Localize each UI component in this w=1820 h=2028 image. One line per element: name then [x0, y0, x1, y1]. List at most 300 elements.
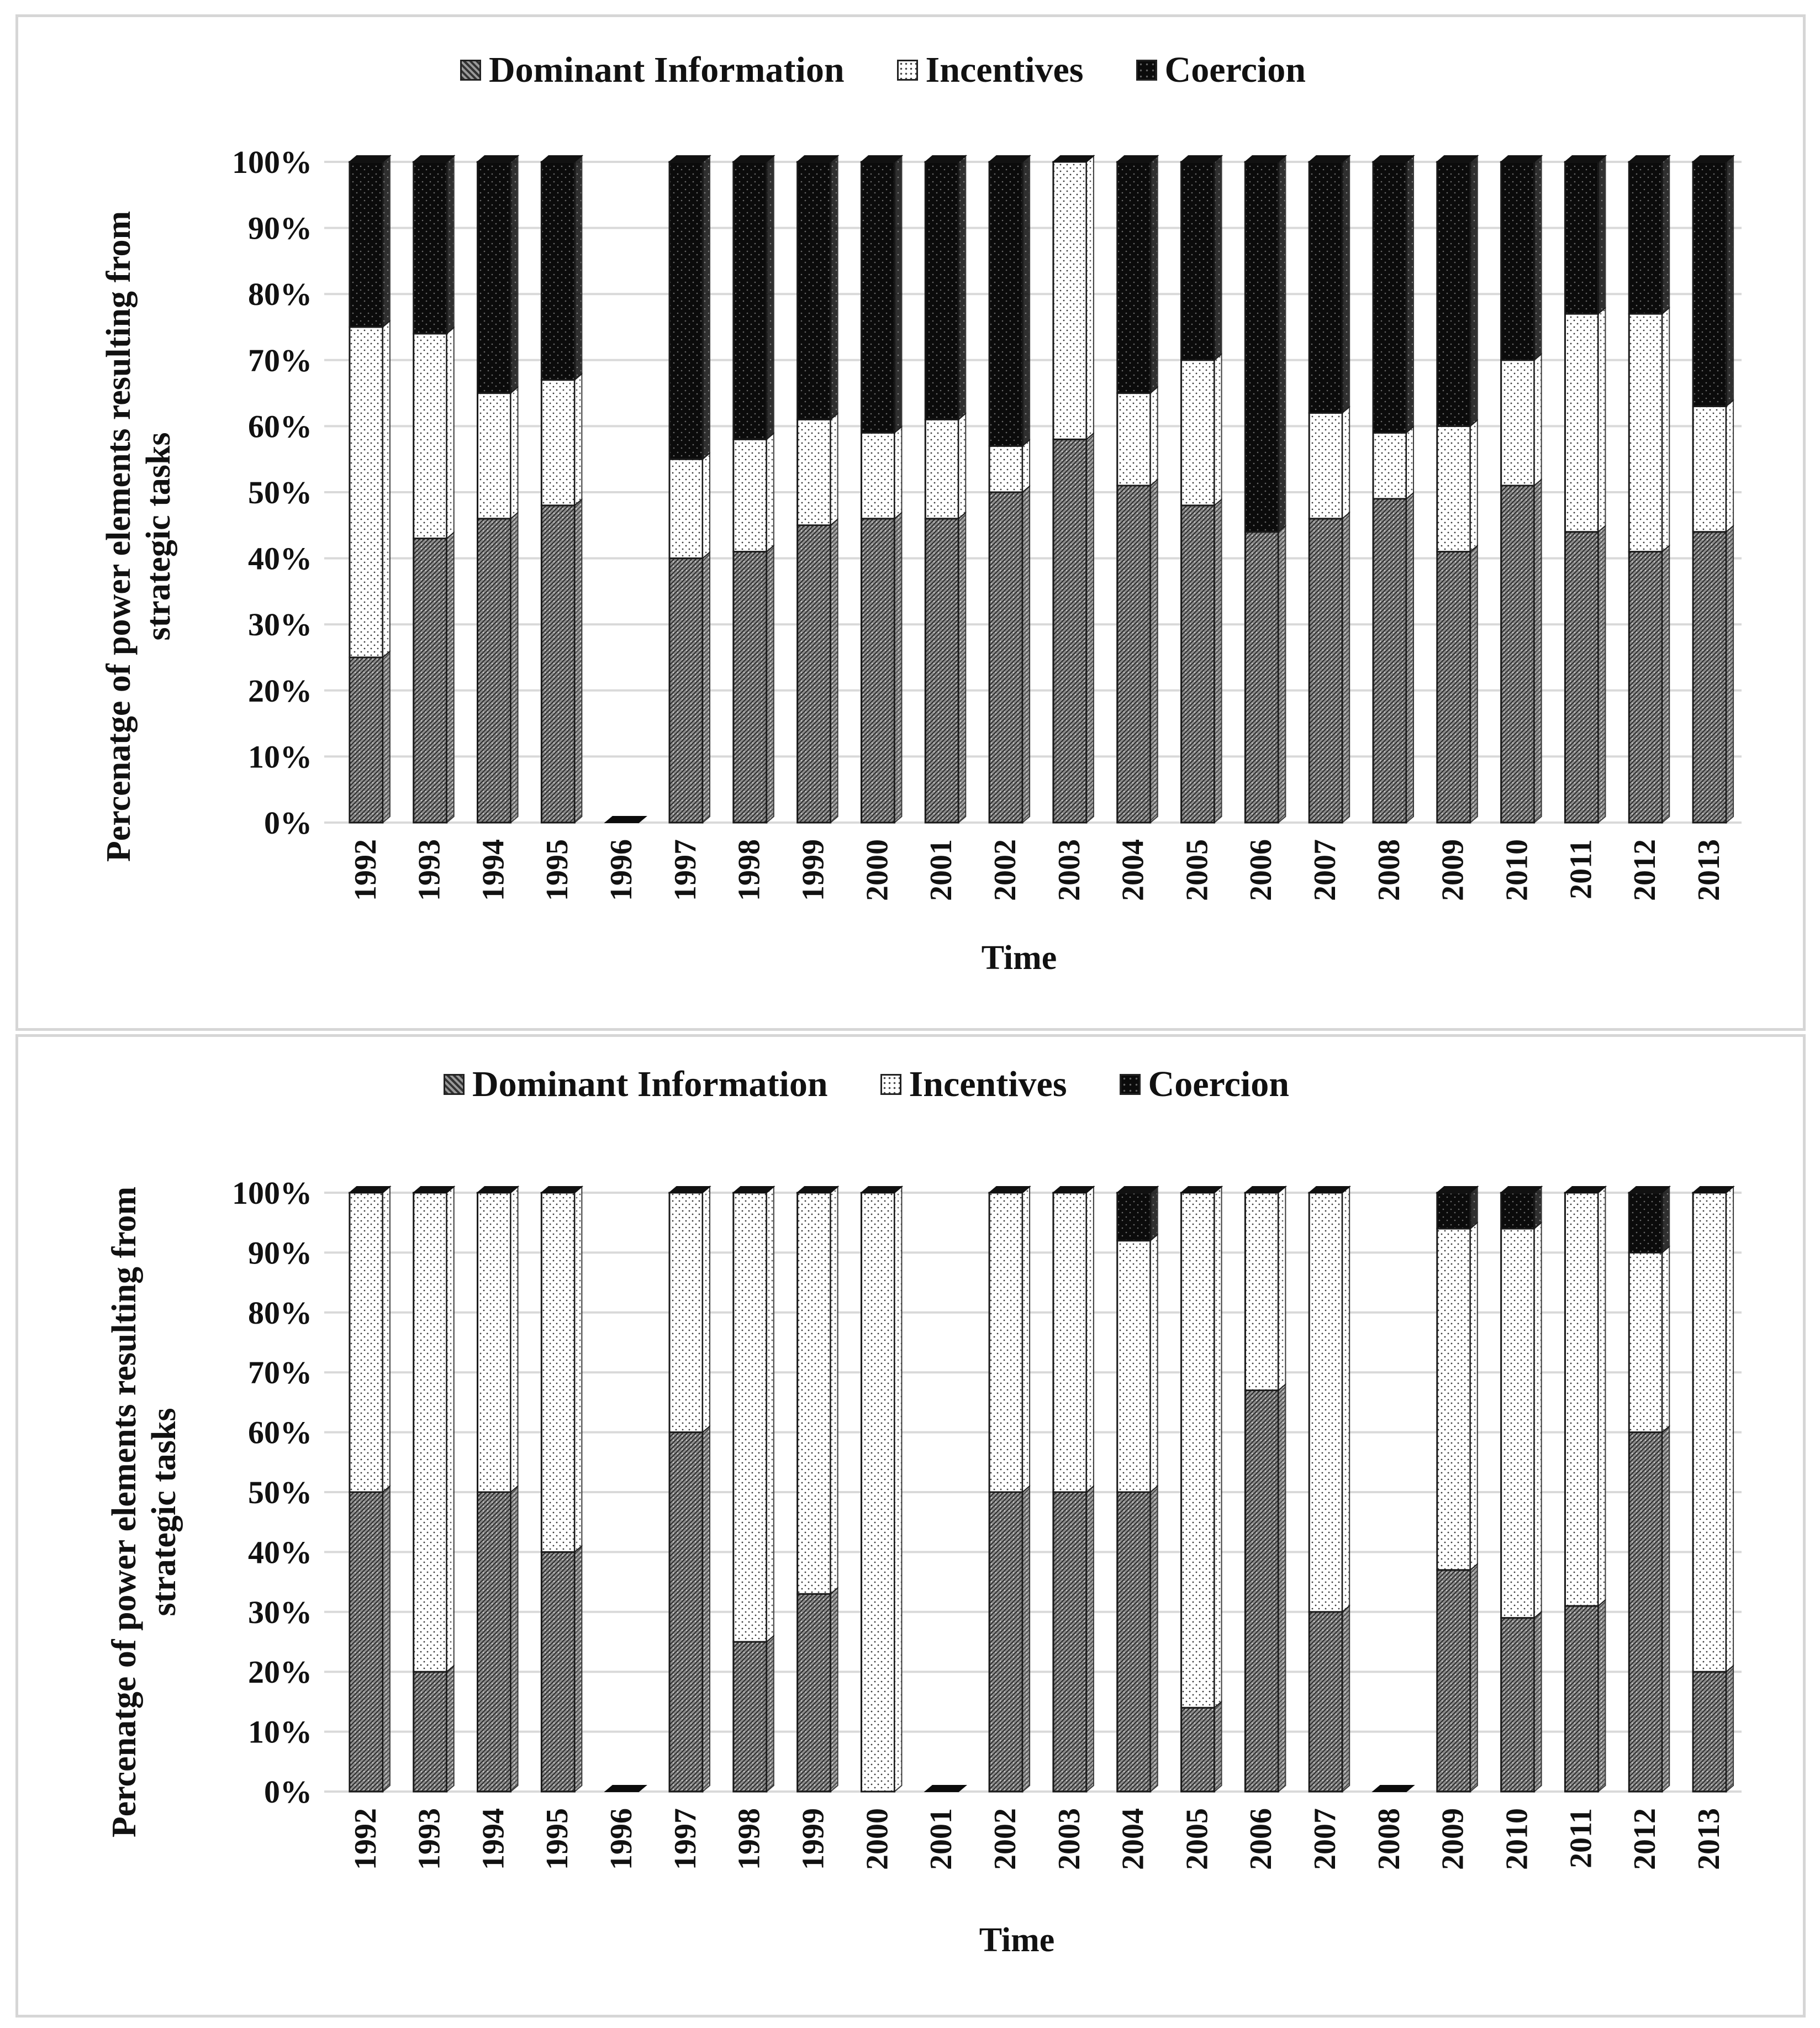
bar-segment-dominant-side — [1086, 1486, 1094, 1792]
bar-segment-coercion-side — [1278, 156, 1285, 532]
bar-top-face — [541, 1187, 582, 1193]
bar-group — [1373, 156, 1413, 823]
bar-segment-dominant — [1309, 519, 1342, 823]
bar-segment-dominant — [1117, 1492, 1151, 1792]
bar-segment-incentives-side — [767, 1187, 774, 1642]
bar-segment-incentives — [1053, 162, 1086, 439]
bar-segment-coercion-side — [1662, 1187, 1669, 1252]
legend-label-dominant: Dominant Information — [472, 1064, 828, 1104]
bar-segment-dominant — [1181, 505, 1215, 823]
bar-segment-incentives-side — [1086, 156, 1094, 439]
bar-segment-incentives-side — [1151, 1235, 1158, 1492]
y-tick-label: 40% — [248, 540, 312, 577]
bar-top-face — [414, 156, 454, 162]
bar-group — [1629, 1187, 1669, 1792]
bar-group — [541, 156, 582, 823]
bar-segment-dominant — [669, 1432, 703, 1792]
bar-top-face — [669, 156, 710, 162]
y-axis-label-line1: Percenatge of power elements resulting from — [100, 210, 138, 862]
bar-segment-coercion-side — [1534, 156, 1542, 360]
bar-segment-dominant-side — [574, 1546, 582, 1792]
bar-segment-incentives — [1437, 426, 1470, 551]
x-tick-label: 2001 — [924, 839, 959, 901]
bar-segment-dominant-side — [1598, 526, 1605, 823]
bar-segment-coercion-side — [383, 156, 390, 327]
bar-group — [541, 1187, 582, 1792]
bar-segment-dominant — [1565, 1606, 1598, 1792]
x-tick-label: 2010 — [1500, 1808, 1534, 1870]
bar-segment-dominant — [1053, 1492, 1086, 1792]
bar-group — [1693, 1187, 1733, 1792]
bar-segment-coercion — [925, 162, 958, 419]
bar-segment-dominant — [478, 519, 511, 823]
x-tick-label: 2013 — [1691, 839, 1726, 901]
bar-segment-dominant — [414, 1672, 447, 1792]
chart-plot — [18, 17, 1803, 1028]
y-tick-label: 10% — [248, 739, 312, 775]
bar-segment-dominant-side — [511, 513, 518, 823]
bar-segment-coercion — [1437, 162, 1470, 426]
bar-segment-incentives — [1629, 314, 1662, 552]
bar-segment-incentives — [1373, 433, 1406, 499]
y-tick-label: 20% — [248, 672, 312, 709]
bar-segment-coercion-side — [1662, 156, 1669, 314]
bar-segment-incentives — [350, 327, 383, 657]
y-tick-label: 40% — [248, 1534, 312, 1571]
bar-top-face — [1437, 1187, 1478, 1193]
bar-segment-dominant — [1245, 1390, 1278, 1792]
x-tick-label: 2000 — [860, 839, 895, 901]
bar-top-face — [350, 156, 390, 162]
bar-top-face — [1565, 1187, 1605, 1193]
bar-group — [414, 156, 454, 823]
bar-segment-dominant-side — [1151, 480, 1158, 823]
bar-segment-dominant-side — [1534, 1612, 1542, 1792]
bar-segment-incentives — [541, 380, 574, 505]
bar-top-face — [1501, 156, 1542, 162]
bar-segment-dominant — [1629, 1432, 1662, 1792]
bar-segment-coercion — [861, 162, 894, 433]
bar-group — [798, 156, 838, 823]
bar-group — [1373, 1785, 1413, 1792]
bar-segment-incentives-side — [1086, 1187, 1094, 1492]
x-tick-label: 2007 — [1308, 839, 1343, 901]
x-tick-label: 2005 — [1180, 1808, 1215, 1870]
bar-segment-incentives-side — [1470, 420, 1478, 551]
bar-segment-coercion — [1501, 1193, 1534, 1229]
bar-segment-coercion — [1693, 162, 1726, 407]
x-tick-label: 2006 — [1244, 1808, 1279, 1870]
x-tick-label: 2012 — [1628, 1808, 1663, 1870]
bar-segment-coercion-side — [1215, 156, 1222, 360]
bar-segment-dominant — [798, 525, 831, 823]
bar-segment-incentives-side — [831, 1187, 838, 1594]
bar-segment-dominant-side — [447, 1666, 454, 1792]
bar-group — [1117, 156, 1158, 823]
bar-segment-incentives — [541, 1193, 574, 1552]
bar-segment-incentives-side — [1662, 1246, 1669, 1432]
plot-area — [232, 1175, 1742, 1870]
bar-segment-incentives-side — [703, 453, 710, 558]
bar-group — [414, 1187, 454, 1792]
bar-group — [350, 1187, 390, 1792]
bar-segment-dominant-side — [574, 499, 582, 823]
bar-top-face — [1117, 156, 1158, 162]
y-tick-label: 30% — [248, 607, 312, 643]
bar-segment-incentives-side — [1215, 354, 1222, 505]
legend-label-incentives: Incentives — [909, 1064, 1067, 1104]
bar-segment-incentives-side — [1598, 308, 1605, 532]
bar-segment-coercion — [541, 162, 574, 380]
bar-segment-coercion-side — [894, 156, 901, 433]
bar-segment-dominant-side — [1278, 526, 1285, 823]
x-tick-label: 2010 — [1500, 839, 1534, 901]
bar-segment-coercion-side — [1406, 156, 1413, 433]
bar-segment-incentives — [1693, 407, 1726, 532]
bar-group — [1565, 156, 1605, 823]
bar-segment-incentives — [669, 1193, 703, 1432]
bar-segment-incentives — [861, 433, 894, 518]
bar-segment-incentives — [1437, 1229, 1470, 1570]
bar-group — [605, 817, 646, 823]
bar-segment-incentives — [1309, 1193, 1342, 1612]
bar-top-face — [1565, 156, 1605, 162]
bar-segment-dominant — [1373, 499, 1406, 823]
bar-segment-dominant-side — [703, 552, 710, 823]
bar-top-face — [1309, 156, 1349, 162]
bar-segment-incentives-side — [447, 1187, 454, 1672]
bar-top-face — [989, 1187, 1030, 1193]
bar-segment-dominant — [1181, 1708, 1215, 1792]
bar-segment-coercion — [1501, 162, 1534, 360]
legend-label-incentives: Incentives — [925, 50, 1084, 90]
bar-segment-dominant-side — [1342, 1606, 1349, 1792]
bar-segment-incentives — [925, 419, 958, 518]
bar-segment-dominant-side — [1086, 433, 1094, 823]
x-tick-label: 2003 — [1052, 839, 1086, 901]
bar-segment-incentives-side — [383, 321, 390, 657]
bar-segment-dominant — [1501, 486, 1534, 823]
x-tick-label: 2002 — [988, 1808, 1022, 1870]
bar-segment-incentives-side — [511, 387, 518, 519]
x-tick-label: 1996 — [604, 1808, 639, 1870]
bar-top-face — [798, 1187, 838, 1193]
bar-segment-incentives — [414, 334, 447, 539]
y-tick-label: 10% — [248, 1714, 312, 1750]
bar-segment-dominant-side — [1726, 1666, 1733, 1792]
bar-segment-coercion-side — [1022, 156, 1030, 446]
y-tick-label: 70% — [248, 342, 312, 378]
bar-segment-incentives — [1565, 314, 1598, 532]
y-tick-label: 70% — [248, 1355, 312, 1391]
x-tick-label: 2006 — [1244, 839, 1279, 901]
bar-segment-coercion — [414, 162, 447, 334]
bar-segment-coercion-side — [831, 156, 838, 419]
bar-segment-incentives-side — [574, 374, 582, 505]
bar-segment-dominant — [1437, 1570, 1470, 1792]
bar-group — [861, 156, 901, 823]
bar-segment-coercion — [1629, 1193, 1662, 1252]
bar-segment-dominant-side — [767, 546, 774, 823]
x-tick-label: 1994 — [476, 1808, 511, 1870]
x-tick-label: 2001 — [924, 1808, 959, 1870]
bar-segment-dominant — [798, 1594, 831, 1792]
y-tick-label: 80% — [248, 276, 312, 313]
x-tick-label: 1995 — [540, 839, 575, 901]
bar-segment-dominant-side — [1342, 513, 1349, 823]
bar-segment-coercion — [1117, 1193, 1151, 1241]
bar-segment-coercion — [798, 162, 831, 419]
empty-bar — [605, 817, 646, 823]
bar-segment-coercion — [1373, 162, 1406, 433]
y-tick-label: 50% — [248, 475, 312, 510]
bar-segment-dominant — [414, 539, 447, 823]
bar-top-face — [1053, 156, 1094, 162]
bar-segment-dominant-side — [1726, 526, 1733, 823]
bar-group — [734, 156, 774, 823]
x-tick-label: 1998 — [732, 839, 767, 901]
y-tick-label: 0% — [264, 805, 312, 841]
bar-segment-coercion — [669, 162, 703, 459]
bar-segment-incentives — [798, 1193, 831, 1594]
bar-segment-coercion-side — [1534, 1187, 1542, 1229]
bar-segment-dominant-side — [767, 1636, 774, 1792]
y-tick-label: 20% — [248, 1654, 312, 1690]
bar-top-face — [478, 1187, 518, 1193]
bar-segment-incentives — [414, 1193, 447, 1672]
bar-segment-incentives-side — [574, 1187, 582, 1552]
bar-segment-incentives-side — [1534, 354, 1542, 486]
x-tick-label: 1999 — [796, 839, 831, 901]
legend-label-coercion: Coercion — [1148, 1064, 1289, 1104]
bar-top-face — [989, 156, 1030, 162]
bar-segment-incentives-side — [1726, 1187, 1733, 1672]
bar-segment-incentives — [1181, 1193, 1215, 1708]
bar-segment-dominant — [1309, 1612, 1342, 1792]
bar-segment-incentives-side — [1342, 407, 1349, 518]
bar-segment-incentives-side — [383, 1187, 390, 1492]
y-tick-label: 0% — [264, 1774, 312, 1810]
empty-bar — [925, 1785, 966, 1792]
bar-group — [1309, 1187, 1349, 1792]
bar-top-face — [1629, 156, 1669, 162]
bar-segment-coercion-side — [447, 156, 454, 334]
bar-segment-incentives — [1565, 1193, 1598, 1606]
bar-segment-dominant-side — [703, 1426, 710, 1792]
x-tick-label: 2011 — [1564, 1808, 1599, 1868]
bar-segment-incentives — [1181, 360, 1215, 505]
bar-segment-dominant — [1053, 439, 1086, 823]
bar-group — [1629, 156, 1669, 823]
bar-group — [605, 1785, 646, 1792]
plot-area — [232, 144, 1742, 901]
bar-segment-incentives-side — [447, 328, 454, 539]
bar-top-face — [1181, 1187, 1222, 1193]
bar-top-face — [798, 156, 838, 162]
bar-top-face — [414, 1187, 454, 1193]
bar-group — [1181, 156, 1222, 823]
x-tick-label: 2009 — [1436, 839, 1470, 901]
bar-segment-incentives — [861, 1193, 894, 1792]
x-axis-label: Time — [981, 939, 1057, 977]
bar-segment-dominant-side — [1662, 1426, 1669, 1792]
bar-segment-incentives-side — [1470, 1223, 1478, 1570]
bar-segment-incentives — [1117, 393, 1151, 486]
bar-top-face — [1181, 156, 1222, 162]
x-tick-label: 1993 — [412, 1808, 447, 1870]
bar-group — [1501, 156, 1542, 823]
bar-segment-dominant-side — [1470, 1564, 1478, 1792]
bar-segment-coercion — [734, 162, 767, 439]
y-axis-label-line2: strategic tasks — [140, 432, 177, 641]
bar-group — [1501, 1187, 1542, 1792]
bar-segment-dominant — [541, 505, 574, 823]
bar-segment-dominant — [989, 1492, 1022, 1792]
bar-segment-dominant — [1245, 532, 1278, 823]
bar-top-face — [1693, 1187, 1733, 1193]
bar-segment-dominant — [1501, 1618, 1534, 1792]
x-tick-label: 2005 — [1180, 839, 1215, 901]
bar-segment-dominant-side — [1534, 480, 1542, 823]
bar-segment-coercion — [1309, 162, 1342, 413]
bar-segment-dominant-side — [1278, 1384, 1285, 1792]
bar-segment-dominant-side — [894, 513, 901, 823]
bar-group — [1181, 1187, 1222, 1792]
y-tick-label: 100% — [232, 144, 312, 180]
x-tick-label: 2003 — [1052, 1808, 1086, 1870]
bar-segment-incentives — [798, 419, 831, 525]
bar-segment-dominant-side — [383, 1486, 390, 1792]
chart-panel-bottom — [15, 1034, 1806, 2018]
x-tick-label: 2007 — [1308, 1808, 1343, 1870]
bar-segment-coercion — [1117, 162, 1151, 393]
bar-segment-dominant-side — [1470, 546, 1478, 823]
bar-segment-dominant — [925, 519, 958, 823]
bar-group — [478, 156, 518, 823]
bar-segment-dominant-side — [511, 1486, 518, 1792]
y-axis-label-line2: strategic tasks — [145, 1408, 183, 1616]
y-tick-label: 90% — [248, 210, 312, 246]
bar-segment-incentives — [1309, 413, 1342, 518]
bar-top-face — [1053, 1187, 1094, 1193]
bar-group — [1693, 156, 1733, 823]
x-tick-label: 1992 — [348, 839, 383, 901]
bar-segment-coercion — [350, 162, 383, 327]
x-tick-label: 2008 — [1371, 1808, 1406, 1870]
bar-group — [925, 156, 966, 823]
bar-segment-coercion-side — [767, 156, 774, 439]
bar-top-face — [1373, 156, 1413, 162]
bar-segment-coercion — [1245, 162, 1278, 532]
bar-segment-coercion — [1629, 162, 1662, 314]
bar-top-face — [925, 156, 966, 162]
bar-segment-coercion-side — [574, 156, 582, 380]
bar-segment-dominant-side — [1215, 1702, 1222, 1792]
bar-top-face — [1117, 1187, 1158, 1193]
x-tick-label: 1998 — [732, 1808, 767, 1870]
bar-segment-dominant-side — [1022, 486, 1030, 823]
bar-group — [861, 1187, 901, 1792]
bar-segment-dominant — [669, 559, 703, 823]
bar-top-face — [1245, 1187, 1285, 1193]
bar-group — [925, 1785, 966, 1792]
bar-segment-coercion-side — [1151, 1187, 1158, 1241]
legend-label-dominant: Dominant Information — [489, 50, 845, 90]
bar-group — [1245, 156, 1285, 823]
bar-group — [1245, 1187, 1285, 1792]
x-tick-label: 2000 — [860, 1808, 895, 1870]
bar-segment-incentives-side — [1022, 1187, 1030, 1492]
bar-group — [669, 156, 710, 823]
x-tick-label: 2011 — [1564, 839, 1599, 899]
y-tick-label: 60% — [248, 1414, 312, 1451]
x-tick-label: 1995 — [540, 1808, 575, 1870]
bar-segment-dominant-side — [383, 651, 390, 823]
bar-segment-incentives-side — [1406, 426, 1413, 499]
bar-segment-incentives-side — [511, 1187, 518, 1492]
bar-segment-dominant-side — [1598, 1600, 1605, 1792]
bar-group — [989, 156, 1030, 823]
bar-group — [734, 1187, 774, 1792]
bar-segment-dominant — [350, 657, 383, 823]
bar-segment-incentives — [734, 1193, 767, 1642]
y-tick-label: 60% — [248, 408, 312, 445]
bar-segment-incentives — [1501, 1229, 1534, 1618]
bar-segment-incentives — [989, 446, 1022, 492]
bar-segment-incentives-side — [958, 413, 966, 518]
bar-segment-incentives-side — [894, 1187, 901, 1792]
bar-group — [1437, 1187, 1478, 1792]
bar-segment-incentives — [1245, 1193, 1278, 1390]
x-tick-label: 1994 — [476, 839, 511, 901]
bar-segment-dominant — [861, 519, 894, 823]
bar-segment-dominant-side — [1022, 1486, 1030, 1792]
bar-top-face — [734, 156, 774, 162]
bar-top-face — [1437, 156, 1478, 162]
chart-panel-top — [15, 14, 1806, 1031]
y-tick-label: 50% — [248, 1474, 312, 1510]
bar-segment-incentives — [1693, 1193, 1726, 1672]
bar-segment-dominant — [1565, 532, 1598, 823]
bar-segment-dominant — [1117, 486, 1151, 823]
legend-label-coercion: Coercion — [1164, 50, 1306, 90]
bar-segment-incentives-side — [1151, 387, 1158, 486]
bar-group — [798, 1187, 838, 1792]
bar-top-face — [861, 1187, 901, 1193]
x-tick-label: 1997 — [668, 1808, 703, 1870]
bar-segment-dominant — [350, 1492, 383, 1792]
bar-group — [1053, 1187, 1094, 1792]
x-tick-label: 2002 — [988, 839, 1022, 901]
x-tick-label: 1999 — [796, 1808, 831, 1870]
bar-segment-dominant-side — [831, 1588, 838, 1792]
y-tick-label: 80% — [248, 1294, 312, 1331]
bar-segment-dominant — [989, 492, 1022, 823]
bar-segment-incentives-side — [1662, 308, 1669, 552]
x-tick-label: 2008 — [1371, 839, 1406, 901]
x-tick-label: 1997 — [668, 839, 703, 901]
y-tick-label: 90% — [248, 1235, 312, 1271]
empty-bar — [605, 1785, 646, 1792]
bar-group — [350, 156, 390, 823]
bar-top-face — [861, 156, 901, 162]
bar-segment-coercion-side — [1470, 156, 1478, 426]
y-tick-label: 30% — [248, 1594, 312, 1630]
bar-segment-incentives-side — [1726, 401, 1733, 532]
bar-segment-dominant — [1693, 1672, 1726, 1792]
x-tick-label: 1993 — [412, 839, 447, 901]
bar-segment-incentives-side — [1215, 1187, 1222, 1708]
